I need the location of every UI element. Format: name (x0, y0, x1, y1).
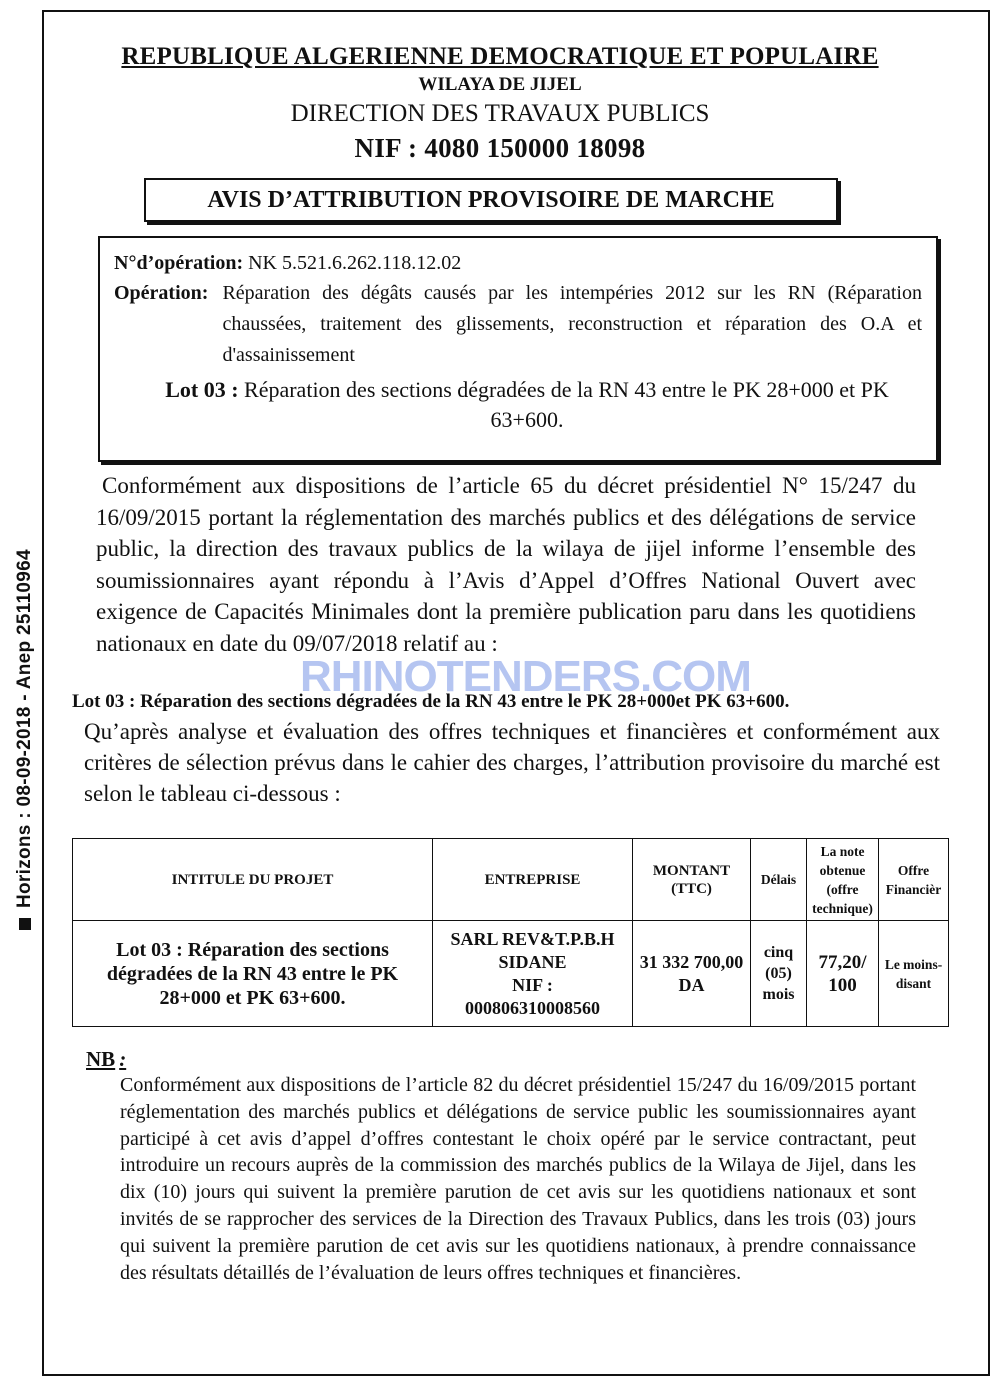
header-offre: Offre Financièr (879, 839, 949, 921)
cell-note: 77,20/ 100 (807, 921, 879, 1027)
side-strip (0, 470, 40, 940)
operation-label: Opération: (114, 282, 209, 304)
cell-montant: 31 332 700,00 DA (633, 921, 751, 1027)
notice-title: AVIS D’ATTRIBUTION PROVISOIRE DE MARCHE (144, 178, 838, 222)
operation-lot-value: Réparation des sections dégradées de la RN 43 entre le PK 28+000 et PK 63+600. (244, 377, 889, 432)
nb-label (86, 1046, 126, 1072)
operation-lot (114, 375, 922, 435)
operation-number (114, 248, 922, 278)
header-projet: INTITULE DU PROJET (73, 839, 433, 921)
header-montant: MONTANT (TTC) (633, 839, 751, 921)
entreprise-nif-label: NIF : (512, 974, 553, 995)
table-header-row (73, 839, 949, 921)
nif-number: NIF : 4080 150000 18098 (354, 133, 646, 163)
side-label-text: Horizons : 08-09-2018 - Anep 25110964 (14, 549, 35, 908)
operation-description (114, 278, 922, 371)
body-paragraph-2: Qu’après analyse et évaluation des offres techniques et financières et conformément aux critères de sélection prévus dans le cahier des charges, l’attribution provisoire du marché est selon le tableau ci-dessous : (84, 719, 940, 806)
cell-delais: cinq (05) mois (751, 921, 807, 1027)
cell-projet: Lot 03 : Réparation des sections dégradées de la RN 43 entre le PK 28+000 et PK 63+600. (73, 921, 433, 1027)
header-note: La note obtenue (offre technique) (807, 839, 879, 921)
side-label (5, 460, 45, 930)
lot-line: Lot 03 : Réparation des sections dégradées de la RN 43 entre le PK 28+000et PK 63+600. (72, 691, 790, 712)
operation-box (98, 236, 938, 462)
nb-colon: : (119, 1047, 127, 1071)
header (60, 42, 940, 166)
entreprise-name: SARL REV&T.P.B.H SIDANE (450, 928, 615, 972)
cell-offre: Le moins-disant (879, 921, 949, 1027)
award-table (72, 838, 948, 1027)
direction-title: DIRECTION DES TRAVAUX PUBLICS (290, 100, 710, 127)
cell-entreprise (433, 921, 633, 1027)
wilaya-title: WILAYA DE JIJEL (418, 74, 582, 95)
operation-lot-label: Lot 03 : (165, 377, 239, 402)
nb-text: Conformément aux dispositions de l’article 82 du décret présidentiel 15/247 du 16/09/2015 portant réglementation des marchés publics et délégations de service public les soumissionnaires ayant participé à cet avis d’appel d’offres contestant le choix opéré par le service contractant, peut introduire un recours auprès de la commission des marchés publics de la Wilaya de Jijel, dans les dix (10) jours qui suivent la première parution de cet avis sur les quotidiens nationaux et sont invités de se rapprocher des services de la Direction des Travaux Publics, dans les trois (03) jours qui suivent la première parution de cet avis sur les quotidiens nationaux, à prendre connaissance des résultats détaillés de l’évaluation de leurs offres techniques et financières. (120, 1074, 916, 1284)
operation-number-value: NK 5.521.6.262.118.12.02 (248, 252, 462, 274)
republic-title: REPUBLIQUE ALGERIENNE DEMOCRATIQUE ET POPULAIRE (121, 43, 879, 70)
header-delais: Délais (751, 839, 807, 921)
header-entreprise: ENTREPRISE (433, 839, 633, 921)
operation-value: Réparation des dégâts causés par les intempéries 2012 sur les RN (Réparation chaussées, traitement des glissements, reconstruction et réparation des O.A et d'assainissement (222, 282, 922, 366)
square-bullet-icon (19, 918, 31, 930)
nb-label-text: NB (86, 1047, 116, 1071)
watermark: RHINOTENDERS.COM (300, 652, 751, 701)
table-row (73, 921, 949, 1027)
body-paragraph-1: Conformément aux dispositions de l’article 65 du décret présidentiel N° 15/247 du 16/09/2015 portant la réglementation des marchés publics et des délégations de service public, la direction des travaux publics de la wilaya de jijel informe l’ensemble des soumissionnaires ayant répondu à l’Avis d’Appel d’Offres National Ouvert avec exigence de Capacités Minimales dont la première publication paru dans les quotidiens nationaux en date du 09/07/2018 relatif au : (96, 473, 916, 656)
entreprise-nif: 000806310008560 (465, 997, 600, 1018)
operation-number-label: N°d’opération: (114, 252, 244, 274)
